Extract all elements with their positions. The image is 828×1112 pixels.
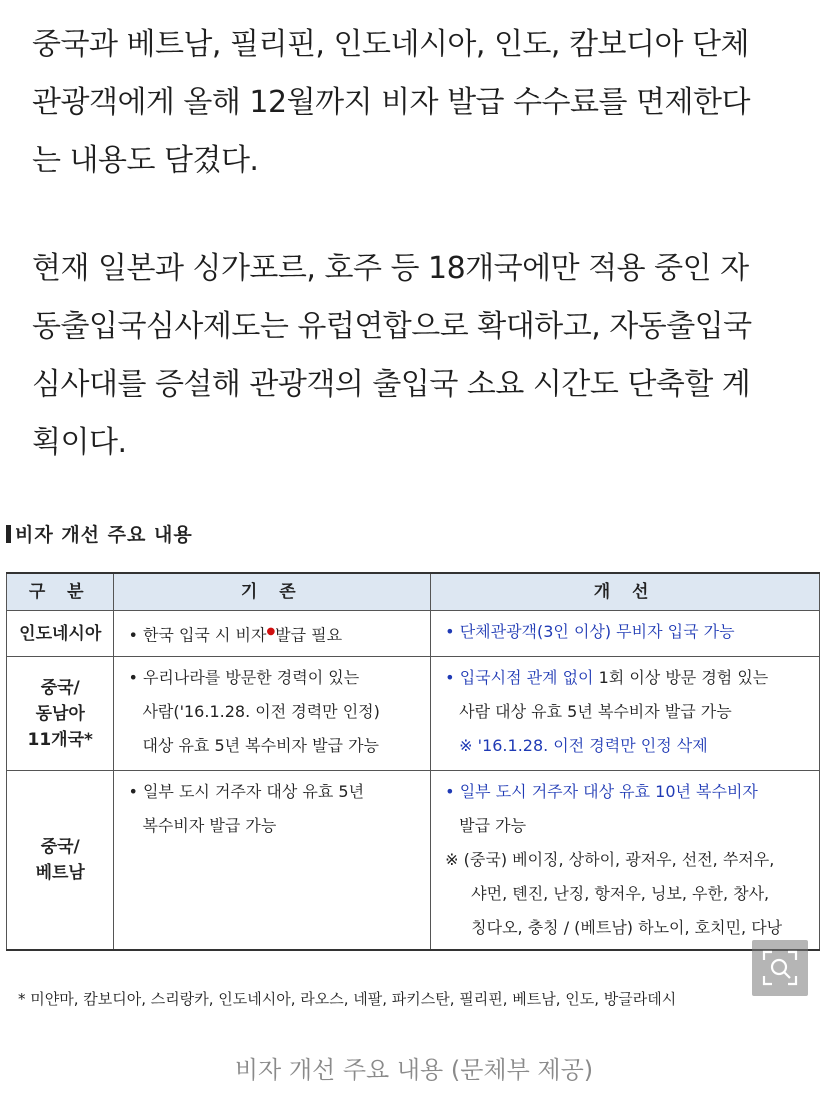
header-before: 기 존 — [114, 573, 431, 611]
after-cell: • 입국시점 관계 없이 1회 이상 방문 경험 있는 사람 대상 유효 5년 복수비자 발급 가능 ※ '16.1.28. 이전 경력만 인정 삭제 — [431, 657, 820, 771]
article-paragraph-2 — [32, 240, 812, 472]
section-title: 비자 개선 주요 내용 — [6, 520, 193, 547]
visa-comparison-table — [6, 572, 820, 951]
before-cell: • 한국 입국 시 비자●발급 필요 — [114, 611, 431, 657]
paragraph-line: 현재 일본과 싱가포르, 호주 등 18개국에만 적용 중인 자 — [32, 251, 749, 286]
table-row — [7, 657, 820, 771]
row-category: 인도네시아 — [7, 611, 114, 657]
before-cell: • 일부 도시 거주자 대상 유효 5년 복수비자 발급 가능 — [114, 771, 431, 951]
paragraph-line: 획이다. — [32, 425, 127, 460]
header-category: 구 분 — [7, 573, 114, 611]
table-footnote: * 미얀마, 캄보디아, 스리랑카, 인도네시아, 라오스, 네팔, 파키스탄, 필리핀, 베트남, 인도, 방글라데시 — [18, 990, 677, 1008]
table-row — [7, 771, 820, 951]
expand-icon — [752, 940, 808, 996]
red-dot-icon: ● — [266, 626, 276, 637]
paragraph-line: 는 내용도 담겼다. — [32, 143, 259, 178]
title-bullet-icon — [6, 525, 11, 543]
paragraph-line: 심사대를 증설해 관광객의 출입국 소요 시간도 단축할 계 — [32, 367, 751, 402]
after-cell: • 일부 도시 거주자 대상 유효 10년 복수비자 발급 가능 ※ (중국) 베이징, 상하이, 광저우, 선전, 쑤저우, 샤먼, 톈진, 난징, 항저우, 닝보, 우한, 창사, 칭다오, 충칭 / (베트남) 하노이, 호치민, 다낭 — [431, 771, 820, 951]
before-cell: • 우리나라를 방문한 경력이 있는 사람('16.1.28. 이전 경력만 인정) 대상 유효 5년 복수비자 발급 가능 — [114, 657, 431, 771]
after-cell: • 단체관광객(3인 이상) 무비자 입국 가능 — [431, 611, 820, 657]
paragraph-line: 관광객에게 올해 12월까지 비자 발급 수수료를 면제한다 — [32, 85, 750, 120]
paragraph-line: 동출입국심사제도는 유럽연합으로 확대하고, 자동출입국 — [32, 309, 752, 344]
visa-table-image[interactable] — [0, 520, 828, 1030]
header-after: 개 선 — [431, 573, 820, 611]
article-paragraph-1 — [32, 16, 812, 190]
paragraph-line: 중국과 베트남, 필리핀, 인도네시아, 인도, 캄보디아 단체 — [32, 27, 749, 62]
table-row — [7, 611, 820, 657]
row-category: 중국/ 베트남 — [7, 771, 114, 951]
row-category: 중국/ 동남아 11개국* — [7, 657, 114, 771]
image-caption: 비자 개선 주요 내용 (문체부 제공) — [234, 1056, 594, 1084]
expand-image-button[interactable] — [752, 940, 808, 996]
